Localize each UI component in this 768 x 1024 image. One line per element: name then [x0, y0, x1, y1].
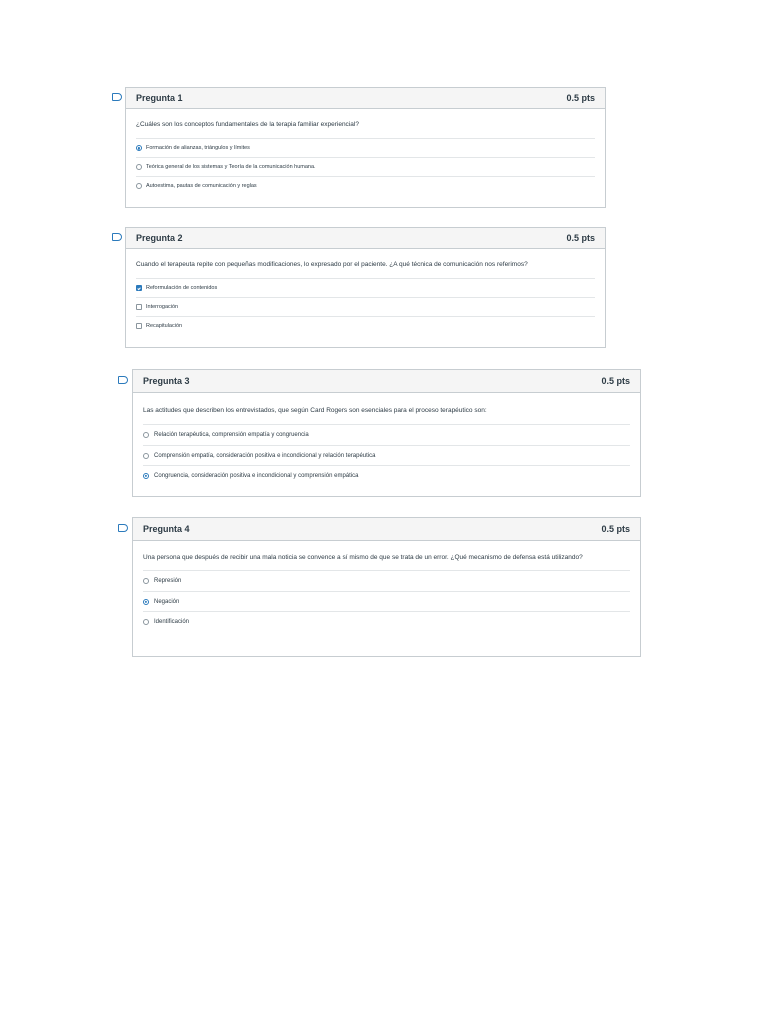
radio-button[interactable]: [143, 619, 149, 625]
answer-option[interactable]: [143, 446, 630, 467]
radio-button-selected[interactable]: [143, 473, 149, 479]
question-title: Pregunta 2: [136, 233, 183, 243]
answer-option[interactable]: [136, 158, 595, 177]
answer-list: [143, 570, 630, 632]
answer-option[interactable]: [136, 139, 595, 158]
radio-button-selected[interactable]: [143, 599, 149, 605]
answer-label: Relación terapéutica, comprensión empatía y congruencia: [154, 432, 309, 439]
question-points: 0.5 pts: [601, 376, 630, 386]
checkbox[interactable]: [136, 323, 142, 329]
question-header: [126, 88, 605, 109]
answer-label: Negación: [154, 598, 180, 605]
question-header: [133, 518, 640, 541]
question-body: [126, 109, 605, 195]
checkbox[interactable]: [136, 304, 142, 310]
answer-label: Reformulación de contenidos: [146, 285, 218, 292]
answer-option[interactable]: [143, 571, 630, 592]
answer-list: [136, 278, 595, 335]
answer-option[interactable]: [143, 466, 630, 486]
answer-label: Teórica general de los sistemas y Teoría de la comunicación humana.: [146, 164, 316, 171]
question-text: Las actitudes que describen los entrevistados, que según Card Rogers son esenciales para el proceso terapéutico son:: [143, 407, 487, 414]
answer-list: [143, 424, 630, 486]
answer-option[interactable]: [136, 279, 595, 298]
answer-label: Formación de alianzas, triángulos y límites: [146, 145, 250, 152]
answer-option[interactable]: [143, 612, 630, 632]
flag-question-1-icon[interactable]: [112, 93, 122, 101]
answer-label: Interrogación: [146, 304, 179, 311]
radio-button[interactable]: [143, 453, 149, 459]
answer-label: Represión: [154, 578, 182, 585]
flag-question-3-icon[interactable]: [118, 376, 128, 384]
answer-label: Identificación: [154, 619, 190, 626]
question-body: [126, 249, 605, 335]
answer-option[interactable]: [136, 177, 595, 195]
question-points: 0.5 pts: [566, 233, 595, 243]
radio-button-selected[interactable]: [136, 145, 142, 151]
answer-option[interactable]: [136, 298, 595, 317]
answer-label: Congruencia, consideración positiva e incondicional y comprensión empática: [154, 473, 359, 480]
answer-option[interactable]: [136, 317, 595, 335]
answer-option[interactable]: [143, 592, 630, 613]
question-1: [125, 87, 606, 208]
question-text: Cuando el terapeuta repite con pequeñas modificaciones, lo expresado por el paciente. ¿A qué técnica de comunicación nos referimos?: [136, 261, 528, 268]
question-2: [125, 227, 606, 348]
radio-button[interactable]: [136, 164, 142, 170]
answer-option[interactable]: [143, 425, 630, 446]
question-header: [133, 370, 640, 393]
flag-question-2-icon[interactable]: [112, 233, 122, 241]
checkbox-checked[interactable]: [136, 285, 142, 291]
question-title: Pregunta 1: [136, 93, 183, 103]
question-title: Pregunta 3: [143, 376, 190, 386]
radio-button[interactable]: [143, 578, 149, 584]
flag-question-4-icon[interactable]: [118, 524, 128, 532]
answer-label: Comprensión empatía, consideración positiva e incondicional y relación terapéutica: [154, 452, 376, 459]
question-points: 0.5 pts: [566, 93, 595, 103]
question-3: [132, 369, 641, 497]
answer-label: Recapitulación: [146, 323, 183, 330]
radio-button[interactable]: [143, 432, 149, 438]
answer-list: [136, 138, 595, 195]
question-header: [126, 228, 605, 249]
question-points: 0.5 pts: [601, 524, 630, 534]
question-text: ¿Cuáles son los conceptos fundamentales de la terapia familiar experiencial?: [136, 121, 359, 128]
radio-button[interactable]: [136, 183, 142, 189]
question-4: [132, 517, 641, 657]
question-body: [133, 541, 640, 632]
question-text: Una persona que después de recibir una mala noticia se convence a sí mismo de que se trata de un error. ¿Qué mecanismo de defensa está utilizando?: [143, 554, 583, 561]
question-body: [133, 393, 640, 486]
question-title: Pregunta 4: [143, 524, 190, 534]
answer-label: Autoestima, pautas de comunicación y reglas: [146, 183, 257, 190]
